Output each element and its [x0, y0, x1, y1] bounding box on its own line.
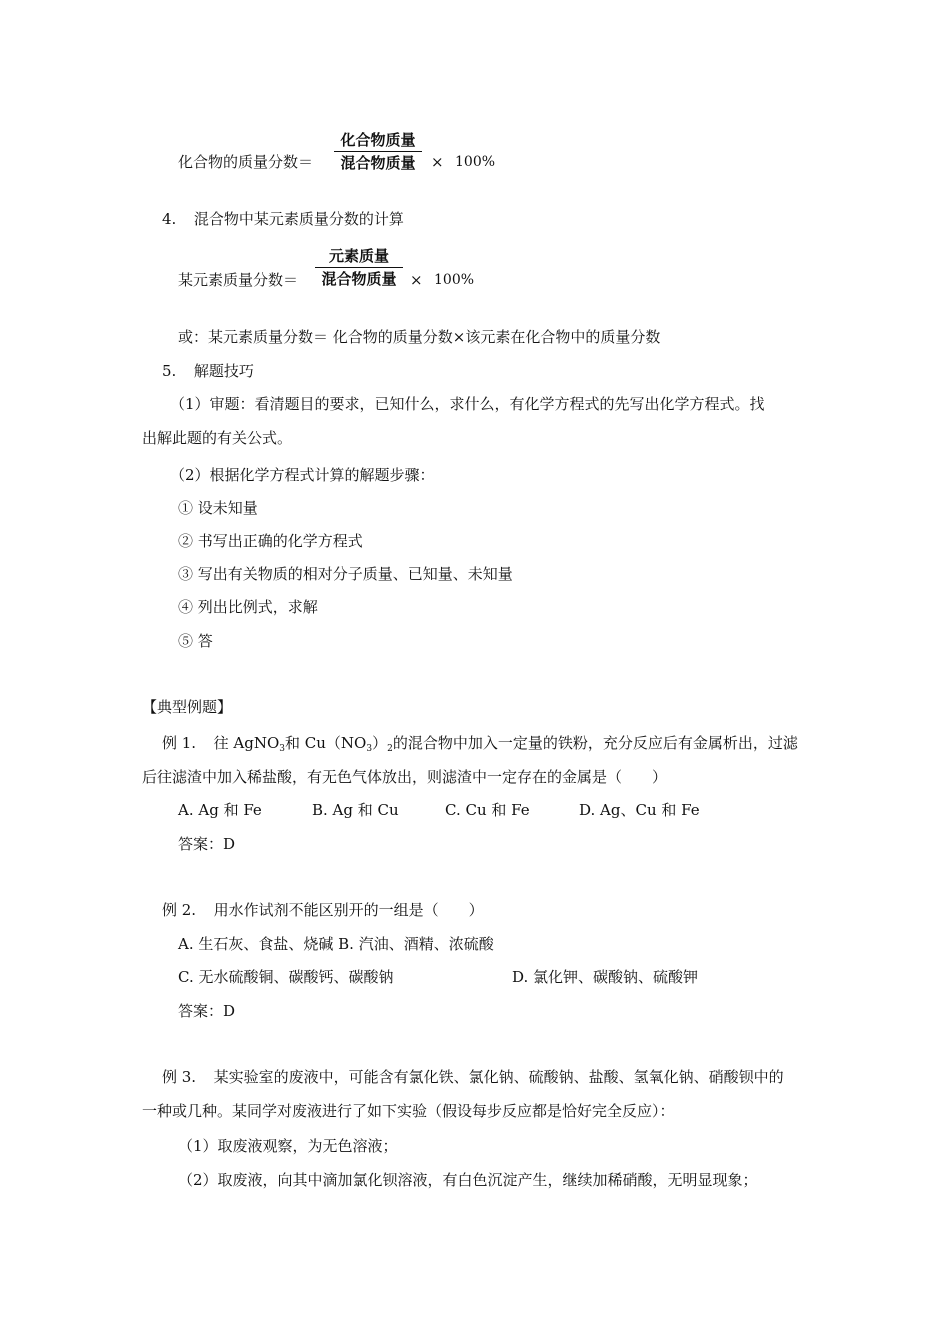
example-1-answer: 答案：D — [178, 835, 236, 853]
example-1-text: 的混合物中加入一定量的铁粉，充分反应后有金属析出，过滤 — [392, 734, 798, 752]
option-d: D. Ag、Cu 和 Fe — [579, 801, 700, 819]
option-c: C. Cu 和 Fe — [445, 801, 530, 819]
option-a: A. Ag 和 Fe — [178, 801, 262, 819]
example-2-options-ab: A. 生石灰、食盐、烧碱 B. 汽油、酒精、浓硫酸 — [178, 935, 494, 953]
step-item: ② 书写出正确的化学方程式 — [178, 532, 363, 550]
step-item: ④ 列出比例式，求解 — [178, 598, 318, 616]
section-5-heading — [162, 361, 254, 381]
formula2-denominator: 混合物质量 — [321, 270, 397, 288]
formula2-numerator: 元素质量 — [315, 246, 403, 268]
example-3-text: 某实验室的废液中，可能含有氯化铁、氯化钠、硫酸钠、盐酸、氢氧化钠、硝酸钡中的 — [213, 1068, 784, 1086]
example-1-label: 例 1. — [162, 734, 197, 752]
example-2-answer: 答案：D — [178, 1002, 236, 1020]
formula1-fraction — [334, 130, 422, 173]
section-5-paragraph-1-line-2: 出解此题的有关公式。 — [142, 429, 293, 447]
formula2-times: × — [410, 271, 423, 289]
step-item: ⑤ 答 — [178, 632, 213, 650]
formula1-numerator: 化合物质量 — [334, 130, 422, 152]
example-2-text: 用水作试剂不能区别开的一组是（ ） — [213, 901, 484, 919]
subscript: 2 — [387, 744, 393, 754]
section-4-title: 混合物中某元素质量分数的计算 — [193, 210, 404, 228]
step-item: ③ 写出有关物质的相对分子质量、已知量、未知量 — [178, 565, 513, 583]
example-2-option-c: C. 无水硫酸铜、碳酸钙、碳酸钠 — [178, 968, 394, 986]
example-2-option-d: D. 氯化钾、碳酸钠、硫酸钾 — [512, 968, 699, 986]
example-1-text: ） — [372, 734, 388, 752]
example-3-step-1: （1）取废液观察，为无色溶液； — [178, 1137, 398, 1155]
example-3-step-2: （2）取废液，向其中滴加氯化钡溶液，有白色沉淀产生，继续加稀硝酸，无明显现象； — [178, 1171, 758, 1189]
example-2-question — [162, 900, 484, 920]
section-5-paragraph-1-line-1: （1）审题：看清题目的要求，已知什么，求什么，有化学方程式的先写出化学方程式。找 — [170, 395, 765, 413]
subscript: 3 — [279, 744, 286, 754]
section-5-number: 5. — [162, 362, 177, 380]
formula2-lhs: 某元素质量分数＝ — [178, 271, 299, 289]
step-item: ① 设未知量 — [178, 499, 258, 517]
section-4-heading — [162, 209, 404, 229]
examples-heading: 【典型例题】 — [142, 698, 233, 716]
alternative-formula: 或：某元素质量分数＝ 化合物的质量分数×该元素在化合物中的质量分数 — [178, 328, 661, 346]
formula1-lhs: 化合物的质量分数＝ — [178, 153, 314, 171]
example-3-label: 例 3. — [162, 1068, 197, 1086]
subscript: 3 — [366, 744, 373, 754]
example-1-line-1 — [162, 733, 798, 753]
formula1-times: × — [431, 153, 444, 171]
example-2-label: 例 2. — [162, 901, 197, 919]
option-b: B. Ag 和 Cu — [312, 801, 399, 819]
section-5-paragraph-2: （2）根据化学方程式计算的解题步骤： — [170, 466, 435, 484]
section-4-number: 4. — [162, 210, 177, 228]
example-1-text: 和 Cu（NO — [285, 734, 367, 752]
example-3-line-2: 一种或几种。某同学对废液进行了如下实验（假设每步反应都是恰好完全反应）： — [142, 1102, 675, 1120]
example-1-text: 往 AgNO — [213, 734, 280, 752]
example-1-line-2: 后往滤渣中加入稀盐酸，有无色气体放出，则滤渣中一定存在的金属是（ ） — [142, 768, 668, 786]
section-5-title: 解题技巧 — [193, 362, 254, 380]
formula2-percent: 100% — [434, 272, 475, 288]
formula2-fraction — [315, 246, 403, 289]
formula1-percent: 100% — [455, 154, 496, 170]
formula1-denominator: 混合物质量 — [340, 154, 416, 172]
example-3-line-1 — [162, 1067, 784, 1087]
